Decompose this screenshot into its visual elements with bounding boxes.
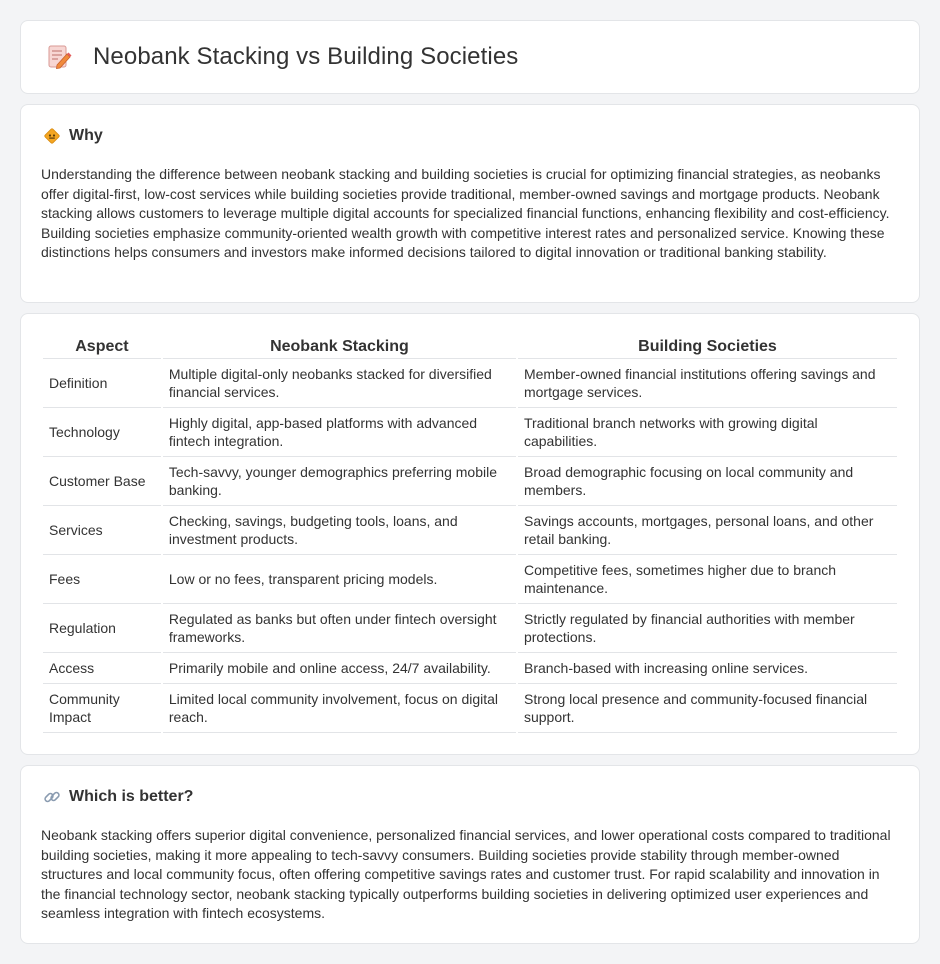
- page-title: Neobank Stacking vs Building Societies: [93, 43, 519, 70]
- cell-neobank: Regulated as banks but often under fintech oversight frameworks.: [163, 604, 516, 653]
- table-row: [43, 359, 897, 408]
- notepad-pencil-icon: [45, 43, 73, 71]
- table-row: [43, 506, 897, 555]
- cell-aspect: Regulation: [43, 604, 161, 653]
- cell-building-society: Competitive fees, sometimes higher due to branch maintenance.: [518, 555, 897, 604]
- cell-neobank: Low or no fees, transparent pricing models.: [163, 555, 516, 604]
- comparison-card: [20, 313, 920, 755]
- title-card: [20, 20, 920, 94]
- better-heading: Which is better?: [69, 788, 194, 805]
- cell-building-society: Traditional branch networks with growing digital capabilities.: [518, 408, 897, 457]
- header-aspect: Aspect: [43, 334, 161, 359]
- comparison-table: [41, 334, 899, 733]
- cell-aspect: Customer Base: [43, 457, 161, 506]
- cell-building-society: Member-owned financial institutions offering savings and mortgage services.: [518, 359, 897, 408]
- cell-aspect: Access: [43, 653, 161, 684]
- cell-aspect: Technology: [43, 408, 161, 457]
- cell-aspect: Fees: [43, 555, 161, 604]
- why-card: [20, 104, 920, 303]
- table-header-row: [43, 334, 897, 359]
- cell-building-society: Strictly regulated by financial authorities with member protections.: [518, 604, 897, 653]
- table-row: [43, 604, 897, 653]
- which-better-card: [20, 765, 920, 944]
- cell-neobank: Highly digital, app-based platforms with advanced fintech integration.: [163, 408, 516, 457]
- table-row: [43, 555, 897, 604]
- diamond-sign-icon: [43, 127, 61, 145]
- better-heading-row: [43, 788, 193, 806]
- title-row: [45, 43, 518, 71]
- cell-aspect: Definition: [43, 359, 161, 408]
- cell-neobank: Multiple digital-only neobanks stacked for diversified financial services.: [163, 359, 516, 408]
- cell-building-society: Broad demographic focusing on local community and members.: [518, 457, 897, 506]
- header-building-societies: Building Societies: [518, 334, 897, 359]
- why-body: Understanding the difference between neobank stacking and building societies is crucial for optimizing financial strategies, as neobanks offer digital-first, low-cost services while building societies provide traditional, member-owned savings and mortgage products. Neobank stacking allows customers to leverage multiple digital accounts for specialized financial functions, enhancing flexibility and cost-efficiency. Building societies emphasize community-oriented wealth growth with competitive interest rates and personalized service. Knowing these distinctions helps consumers and investors make informed decisions tailored to digital innovation or traditional banking stability.: [41, 166, 890, 261]
- cell-neobank: Primarily mobile and online access, 24/7 availability.: [163, 653, 516, 684]
- cell-aspect: Services: [43, 506, 161, 555]
- cell-neobank: Limited local community involvement, focus on digital reach.: [163, 684, 516, 733]
- why-heading: Why: [69, 127, 103, 144]
- better-body: Neobank stacking offers superior digital convenience, personalized financial services, and lower operational costs compared to traditional building societies, making it more appealing to tech-savvy consumers. Building societies provide stability through member-owned structures and local community focus, often offering competitive savings rates and customer trust. For rapid scalability and innovation in the financial technology sector, neobank stacking typically outperforms building societies in delivering optimized user experiences and seamless integration with fintech ecosystems.: [41, 827, 891, 922]
- cell-neobank: Checking, savings, budgeting tools, loans, and investment products.: [163, 506, 516, 555]
- link-icon: [43, 788, 61, 806]
- header-neobank-stacking: Neobank Stacking: [163, 334, 516, 359]
- table-row: [43, 684, 897, 733]
- cell-neobank: Tech-savvy, younger demographics preferring mobile banking.: [163, 457, 516, 506]
- table-row: [43, 457, 897, 506]
- cell-building-society: Savings accounts, mortgages, personal loans, and other retail banking.: [518, 506, 897, 555]
- table-row: [43, 408, 897, 457]
- cell-building-society: Branch-based with increasing online services.: [518, 653, 897, 684]
- cell-aspect: Community Impact: [43, 684, 161, 733]
- table-row: [43, 653, 897, 684]
- cell-building-society: Strong local presence and community-focused financial support.: [518, 684, 897, 733]
- why-heading-row: [43, 127, 103, 145]
